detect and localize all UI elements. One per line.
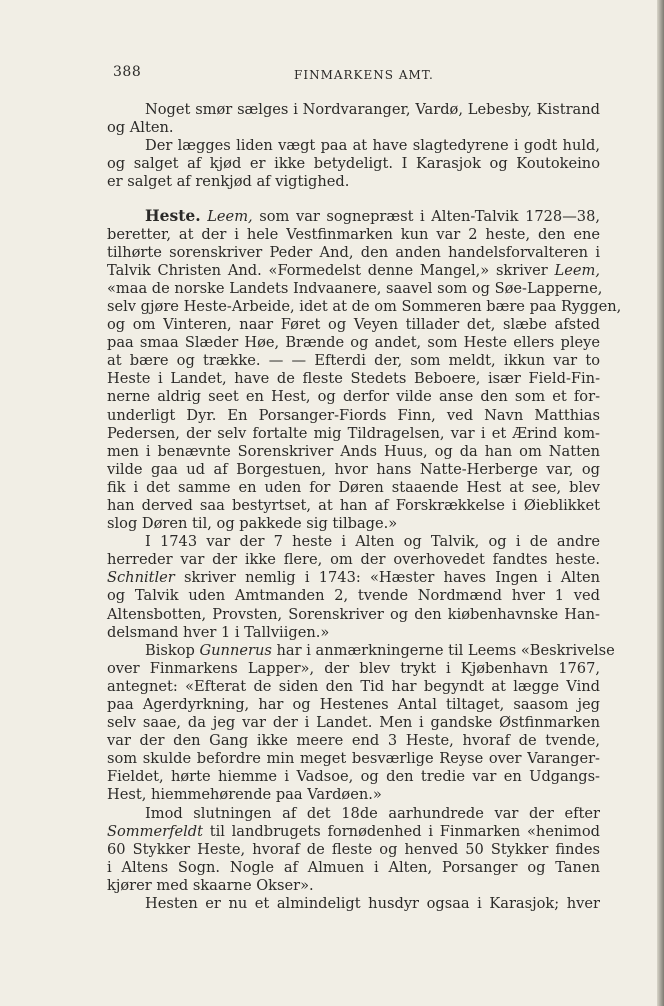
text-line: Schnitler skriver nemlig i 1743: «Hæster haves Ingen i Alten	[107, 569, 600, 587]
text-line: Hest, hiemmehørende paa Vardøen.»	[107, 786, 382, 804]
running-title: FINMARKENS AMT.	[294, 68, 434, 82]
text-line: han derved saa bestyrtset, at han af Forskrækkelse i Øieblikket	[107, 496, 600, 514]
text-line: og Talvik uden Amtmanden 2, tvende Nordmænd hver 1 ved	[107, 587, 600, 605]
text-line: Heste i Landet, have de fleste Stedets Beboere, især Field-Fin-	[107, 370, 600, 388]
author-name: Schnitler	[107, 569, 175, 587]
text-line: og om Vinteren, naar Føret og Veyen tillader det, slæbe afsted	[107, 316, 600, 334]
text-line: fik i det samme en uden for Døren staaende Hest at see, blev	[107, 478, 600, 496]
text-line: selv saae, da jeg var der i Landet. Men i gandske Østfinmarken	[107, 714, 600, 732]
text-line: Pedersen, der selv fortalte mig Tildragelsen, var i et Ærind kom-	[107, 424, 600, 442]
section-heading-heste: Heste.	[145, 206, 201, 226]
page-edge	[657, 0, 664, 1006]
author-name: Leem,	[207, 208, 253, 226]
text-line: selv gjøre Heste-Arbeide, idet at de om Sommeren bære paa Ryggen,	[107, 297, 622, 315]
text-line: antegnet: «Efterat de siden den Tid har begyndt at lægge Vind	[107, 677, 600, 695]
text-line: at bære og trække. — — Efterdi der, som meldt, ikkun var to	[107, 352, 600, 370]
text-line: over Finmarkens Lapper», der blev trykt i Kjøbenhavn 1767,	[107, 659, 600, 677]
text-line: 60 Stykker Heste, hvoraf de fleste og henved 50 Stykker findes	[107, 840, 600, 858]
body-text	[107, 101, 622, 913]
text-line: paa Agerdyrkning, har og Hestenes Antal tiltaget, saasom jeg	[107, 696, 600, 713]
text-line: Noget smør sælges i Nordvaranger, Vardø, Lebesby, Kistrand	[145, 101, 600, 118]
author-name: Leem,	[554, 261, 600, 279]
text-line: tilhørte sorenskriver Peder And, den anden handelsforvalteren i	[107, 243, 600, 261]
text-line: «maa de norske Landets Indvaanere, saavel som og Søe-Lapperne,	[107, 279, 603, 297]
section-heste-first-line: Heste. Leem, som var sognepræst i Alten-Talvik 1728—38,	[145, 206, 601, 226]
text-line: Imod slutningen af det 18de aarhundrede var der efter	[145, 804, 600, 822]
text-line: I 1743 var der 7 heste i Alten og Talvik, og i de andre	[145, 533, 600, 551]
text-line: Talvik Christen And. «Formedelst denne Mangel,» skriver Leem,	[107, 261, 600, 279]
text-line: i Altens Sogn. Nogle af Almuen i Alten, Porsanger og Tanen	[107, 858, 600, 876]
text-line: var der den Gang ikke meere end 3 Heste, hvoraf de tvende,	[107, 732, 600, 750]
text-line: herreder var der ikke flere, om der overhovedet fandtes heste.	[107, 551, 600, 569]
text-line: Altensbotten, Provsten, Sorenskriver og den kiøbenhavnske Han-	[107, 605, 600, 623]
text-line: og Alten.	[107, 119, 174, 137]
text-line: kjører med skaarne Okser».	[107, 876, 314, 894]
text-line: og salget af kjød er ikke betydeligt. I Karasjok og Koutokeino	[107, 155, 600, 173]
text-line: nerne aldrig seet en Hest, og derfor vilde anse den som et for-	[107, 388, 600, 406]
text-line: Biskop Gunnerus har i anmærkningerne til Leems «Beskrivelse	[145, 641, 615, 659]
text-line: men i benævnte Sorenskriver Ands Huus, og da han om Natten	[107, 442, 600, 460]
text-line: Sommerfeldt til landbrugets fornødenhed i Finmarken «henimod	[107, 822, 600, 840]
page-number: 388	[113, 64, 142, 80]
author-name: Sommerfeldt	[107, 822, 203, 840]
text-line: er salget af renkjød af vigtighed.	[107, 173, 350, 191]
text-line: underligt Dyr. En Porsanger-Fiords Finn, ved Navn Matthias	[107, 406, 600, 424]
text-line: paa smaa Slæder Høe, Brænde og andet, som Heste ellers pleye	[107, 334, 600, 352]
text-line: slog Døren til, og pakkede sig tilbage.»	[107, 515, 398, 533]
text-line: Hesten er nu et almindeligt husdyr ogsaa i Karasjok; hver	[145, 895, 600, 913]
author-name: Gunnerus	[199, 641, 272, 659]
text-line: Fieldet, hørte hiemme i Vadsoe, og den tredie var en Udgangs-	[107, 768, 600, 786]
text-line: delsmand hver 1 i Tallviigen.»	[107, 623, 330, 641]
text-line: Der lægges liden vægt paa at have slagtedyrene i godt huld,	[145, 137, 600, 155]
text-line: som skulde befordre min meget besværlige Reyse over Varanger-	[107, 750, 600, 768]
text-line: vilde gaa ud af Borgestuen, hvor hans Natte-Herberge var, og	[107, 460, 600, 478]
text-line: beretter, at der i hele Vestfinmarken kun var 2 heste, den ene	[107, 225, 600, 243]
running-header	[107, 62, 600, 84]
